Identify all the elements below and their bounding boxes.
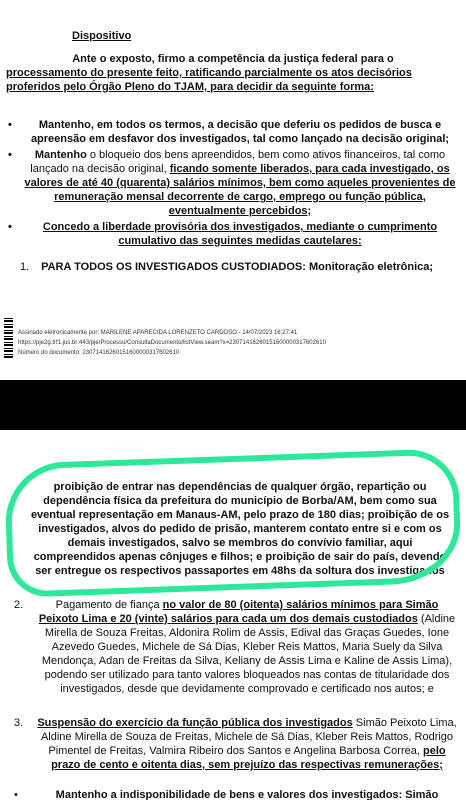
bullet-1-text: Mantenho, em todos os termos, a decisão que deferiu os pedidos de busca e apreensão em desfavor dos investigados, tal como lançado na decisão original; — [30, 119, 450, 145]
item-number: 3. — [14, 717, 24, 729]
section-title: Dispositivo — [72, 30, 132, 42]
item-2-underlined: no valor de 80 (oitenta) salários mínimos para Simão Peixoto Lima e 20 (vinte) salários para cada um dos demais custodiados — [38, 599, 439, 625]
decision-bullet-list — [6, 118, 458, 250]
item-number: 1. — [20, 261, 30, 273]
numbered-item-1 — [20, 260, 460, 274]
numbered-item-2 — [14, 598, 458, 696]
intro-paragraph — [6, 52, 460, 94]
item-1-text: PARA TODOS OS INVESTIGADOS CUSTODIADOS: Monitoração eletrônica; — [41, 261, 434, 273]
electronic-signature-block — [4, 318, 464, 360]
item-number: 2. — [14, 599, 24, 611]
continuation-paragraph: proibição de entrar nas dependências de qualquer órgão, repartição ou dependência física da prefeitura do município de Borba/AM, bem como sua eventual representação em Manaus-AM, pelo prazo de 180 dias; proibição de os investigados, alvos do pedido de prisão, manterem contato entre si e com os demais investigados, salvo se membros do convívio familiar, aqui compreendidos apenas cônjuges e filhos; e proibição de sair do país, devendo ser entregue os respectivos passaportes em 48hs da soltura dos investigados — [30, 481, 450, 577]
bullet-icon: • — [8, 119, 12, 131]
bullet-2-lead: Mantenho — [34, 149, 87, 161]
bullet-2-mid: o bloqueio dos bens apreendidos, bem como ativos financeiros, tal como lançado na decisão original, — [30, 149, 446, 175]
bullet-icon: • — [8, 149, 12, 161]
bullet-2-underlined: ficando somente liberados, para cada investigado, os valores de até 40 (quarenta) salários mínimos, bem como aqueles provenientes de remuneração mensal decorrente de cargo, emprego ou função pública, eventualmente percebidos; — [24, 163, 456, 217]
bullet-icon: • — [8, 221, 12, 233]
bullet-item-1 — [6, 118, 458, 146]
intro-line-3: proferidos pelo Órgão Pleno do TJAM, para decidir da seguinte forma: — [6, 81, 374, 93]
document-page-1 — [0, 0, 466, 380]
bullet-item-2 — [6, 148, 458, 218]
item-3-rest: Simão Peixoto Lima, Aldine Mirella de Souza de Freitas, Michele de Sá Dias, Kleber Reis Mattos, Rodrigo Pimentel de Freitas, Valmira Ribeiro dos Santos e Angelina Barbosa Correa, — [40, 717, 457, 757]
item-3-underlined: Suspensão do exercício da função pública dos investigados — [37, 717, 353, 729]
intro-line-1: Ante o exposto, firmo a competência da justiça federal para o — [72, 53, 394, 65]
bullet-icon: • — [14, 789, 18, 800]
item-2-lead: Pagamento de fiança — [55, 599, 163, 611]
numbered-item-3 — [14, 716, 458, 772]
item-2-rest: (Aldine Mirella de Souza Freitas, Aldonira Rolim de Assis, Edival das Graças Guedes, Ione Azevedo Guedes, Michele de Sá Dias, Kleber Reis Mattos, Maria Suely da Silva Mendonça, Adan de Freitas da Silva, Keliany de Assis Lima e Kaline de Assis Lima), podendo ser utilizado para tanto valores bloqueados nas contas de titularidade dos investigados, desde que devidamente comprovado e certificado nos autos; e — [41, 613, 456, 695]
signature-line-doc-number: Número do documento: 23071416260151600000317602610 — [18, 350, 180, 356]
barcode-icon — [4, 318, 13, 358]
item-3-underlined-2: pelo prazo de cento e oitenta dias, sem prejuízo das respectivas remunerações; — [51, 745, 446, 771]
last-bullet-text: Mantenho a indisponibilidade de bens e valores dos investigados: Simão — [55, 789, 439, 800]
bullet-item-last — [14, 788, 458, 800]
green-highlight-annotation — [4, 448, 462, 598]
bullet-item-3 — [6, 220, 458, 248]
intro-line-2: processamento do presente feito, ratificando parcialmente os atos decisórios — [6, 67, 412, 79]
bullet-3-underlined: Concedo a liberdade provisória dos investigados, mediante o cumprimento cumulativo das seguintes medidas cautelares: — [42, 221, 438, 247]
signature-line-signed-by: Assinado eletronicamente por: MARILENE APARECIDA LORENZETO CARDOSO - 14/07/2023 16:27:41 — [18, 330, 298, 336]
signature-line-url[interactable]: https://pje2g.trf1.jus.br:443/pje/Processo/ConsultaDocumento/listView.seam?x=23071416260151600000317602610 — [18, 340, 326, 346]
